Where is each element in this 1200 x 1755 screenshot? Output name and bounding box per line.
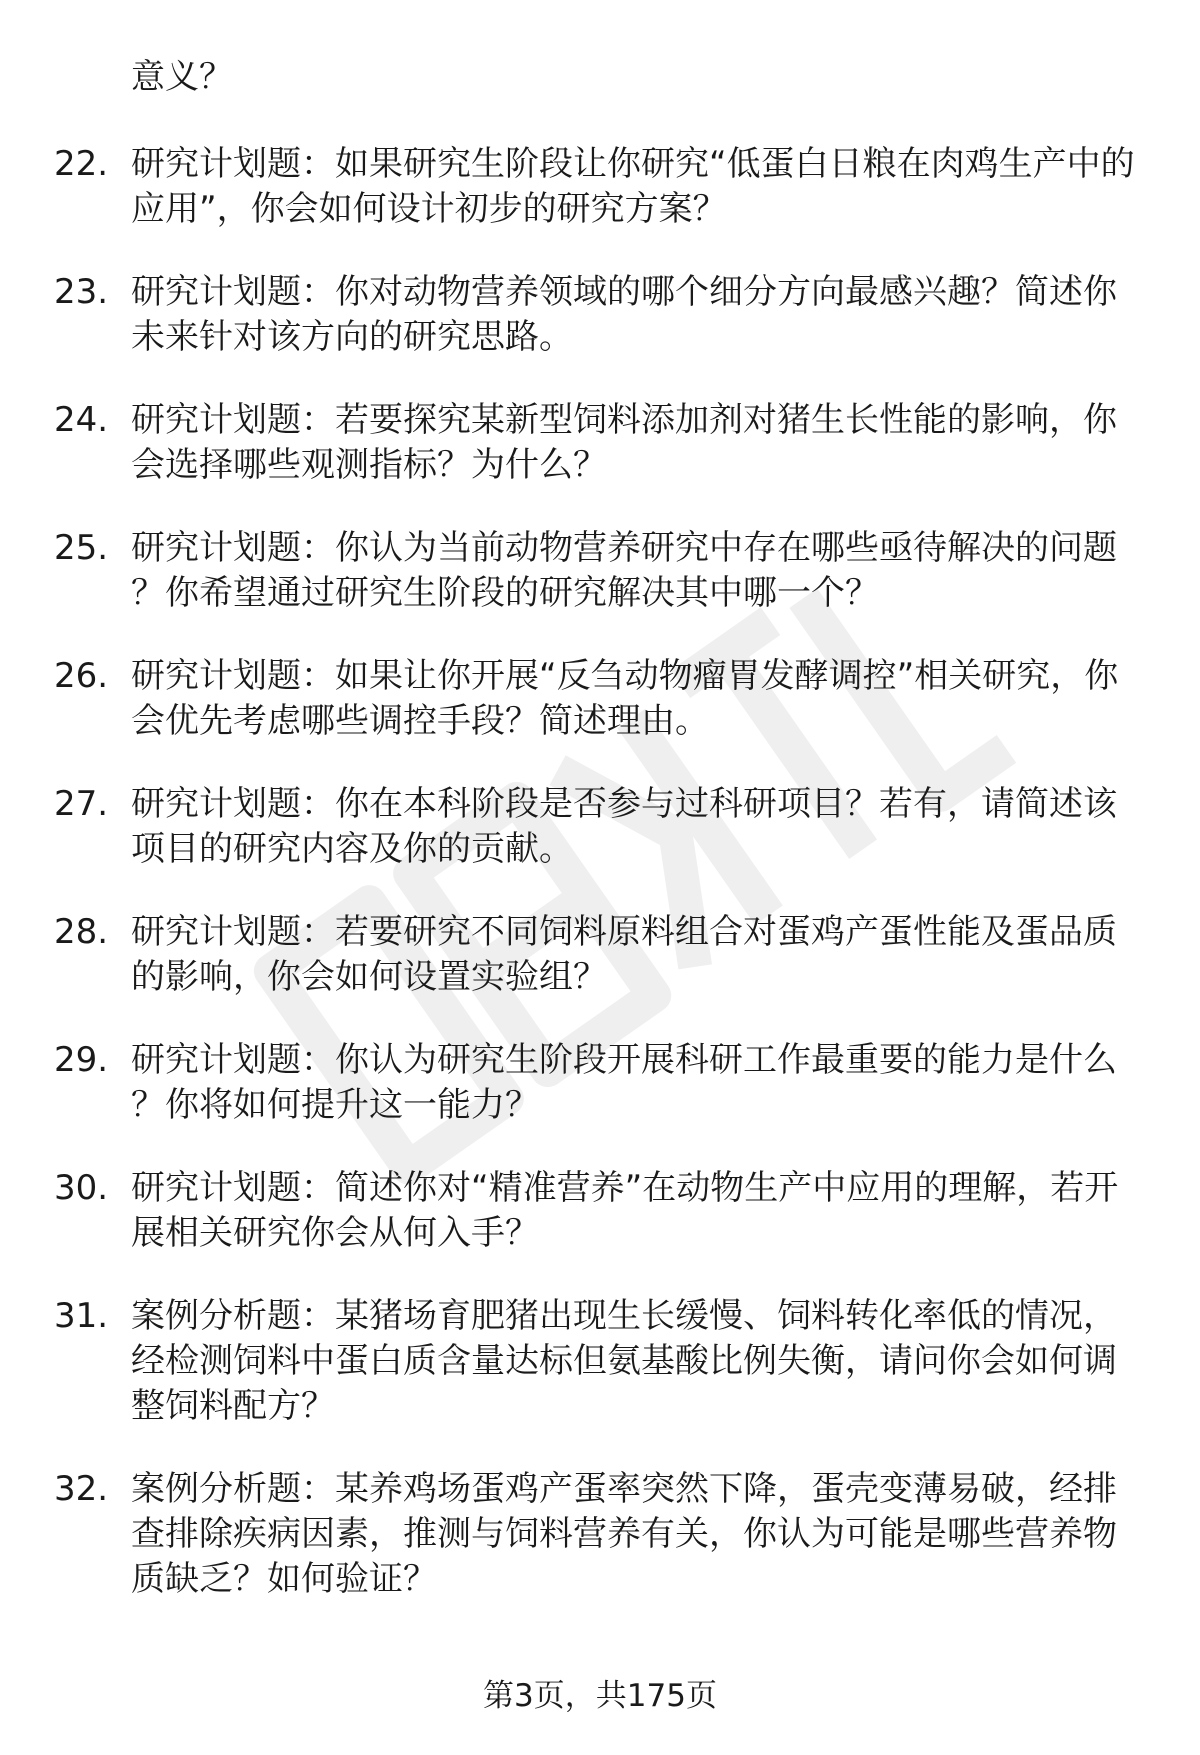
- question-text: 案例分析题：某猪场育肥猪出现生长缓慢、饲料转化率低的情况，经检测饲料中蛋白质含量达标但氨基酸比例失衡，请问你会如何调整饲料配方？: [131, 1296, 1117, 1426]
- question-number: 31.: [54, 1296, 109, 1336]
- question-text: 研究计划题：如果让你开展“反刍动物瘤胃发酵调控”相关研究，你会优先考虑哪些调控手段？简述理由。: [131, 656, 1119, 741]
- page-footer: 第3页，共175页: [483, 1678, 717, 1714]
- question-text: 案例分析题：某养鸡场蛋鸡产蛋率突然下降，蛋壳变薄易破，经排查排除疾病因素，推测与饲料营养有关，你认为可能是哪些营养物质缺乏？如何验证？: [131, 1469, 1117, 1599]
- question-number: 29.: [54, 1040, 109, 1080]
- question-item: [0, 1038, 1141, 1128]
- question-text: 研究计划题：你认为研究生阶段开展科研工作最重要的能力是什么？你将如何提升这一能力？: [131, 1040, 1117, 1125]
- question-item: [0, 782, 1141, 872]
- question-number: 30.: [54, 1168, 109, 1208]
- question-number: 23.: [54, 272, 109, 312]
- question-text: 研究计划题：你认为当前动物营养研究中存在哪些亟待解决的问题？你希望通过研究生阶段的研究解决其中哪一个？: [131, 528, 1117, 613]
- document-body: [0, 55, 1200, 1640]
- question-item: [0, 270, 1141, 360]
- question-text: 研究计划题：若要研究不同饲料原料组合对蛋鸡产蛋性能及蛋品质的影响，你会如何设置实验组？: [131, 912, 1117, 997]
- question-text: 研究计划题：你在本科阶段是否参与过科研项目？若有，请简述该项目的研究内容及你的贡献。: [131, 784, 1117, 869]
- question-item: [0, 910, 1141, 1000]
- question-list: [0, 142, 1200, 1602]
- previous-question-tail: 意义？: [131, 57, 233, 97]
- question-number: 32.: [54, 1469, 109, 1509]
- question-number: 28.: [54, 912, 109, 952]
- question-number: 26.: [54, 656, 109, 696]
- question-item: [0, 1467, 1141, 1602]
- question-text: 研究计划题：若要探究某新型饲料添加剂对猪生长性能的影响，你会选择哪些观测指标？为什么？: [131, 400, 1117, 485]
- question-item: [0, 398, 1141, 488]
- question-number: 27.: [54, 784, 109, 824]
- question-item: [0, 1166, 1141, 1256]
- question-number: 24.: [54, 400, 109, 440]
- question-number: 25.: [54, 528, 109, 568]
- question-item: [0, 654, 1141, 744]
- question-item: [0, 1294, 1141, 1429]
- question-item: [0, 526, 1141, 616]
- question-text: 研究计划题：简述你对“精准营养”在动物生产中应用的理解，若开展相关研究你会从何入手？: [131, 1168, 1119, 1253]
- question-number: 22.: [54, 144, 109, 184]
- question-item: [0, 142, 1141, 232]
- question-text: 研究计划题：你对动物营养领域的哪个细分方向最感兴趣？简述你未来针对该方向的研究思路。: [131, 272, 1117, 357]
- question-text: 研究计划题：如果研究生阶段让你研究“低蛋白日粮在肉鸡生产中的应用”，你会如何设计初步的研究方案？: [131, 144, 1135, 229]
